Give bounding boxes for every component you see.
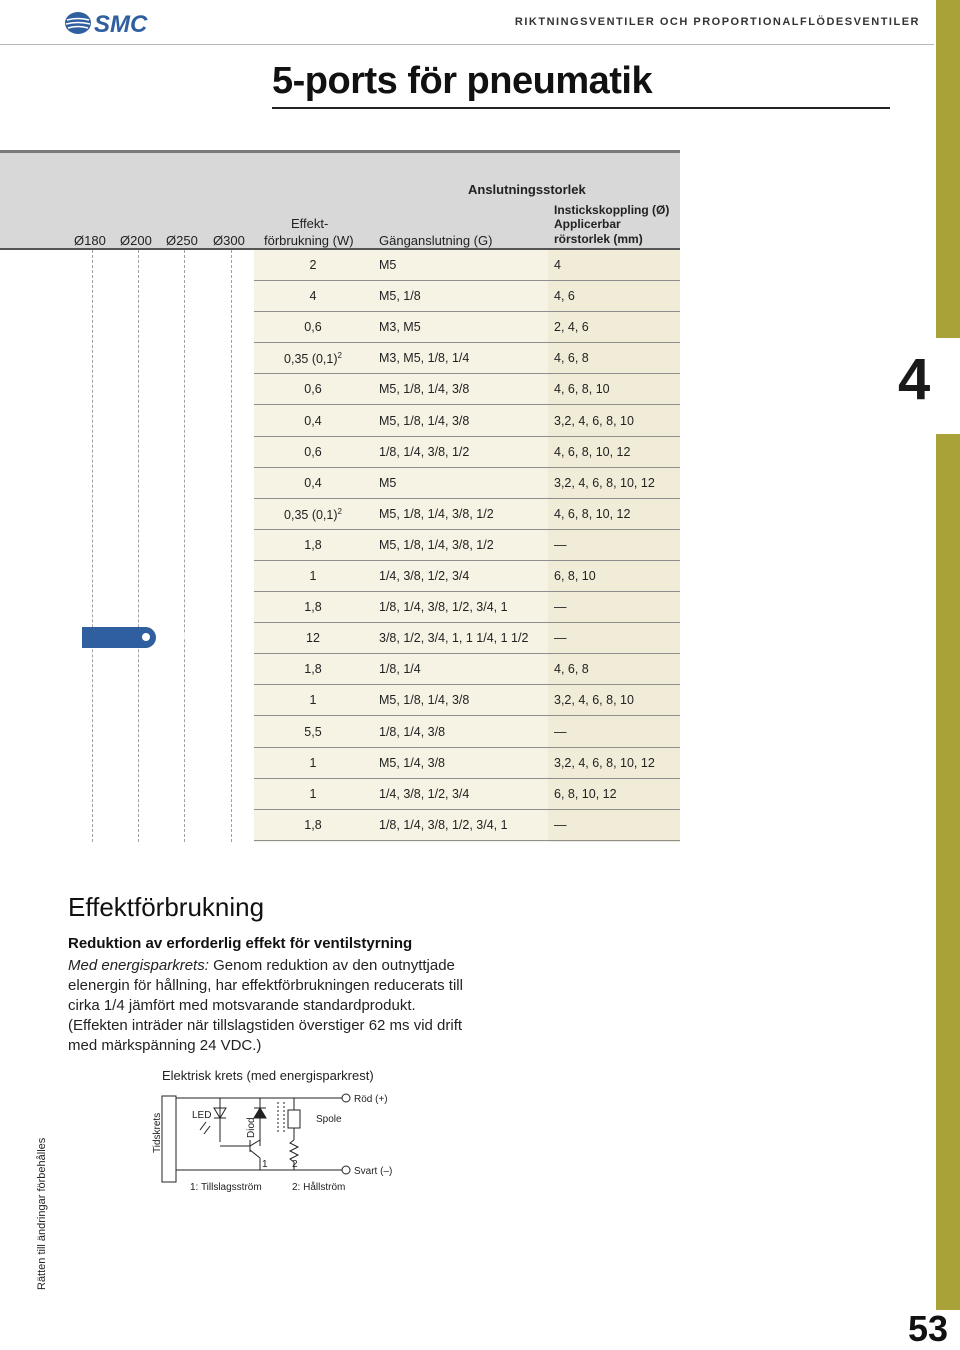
black-label: Svart (–) xyxy=(354,1166,393,1177)
i1-label: 1 xyxy=(262,1159,268,1170)
thread-cell: 1/8, 1/4, 3/8, 1/2, 3/4, 1 xyxy=(379,817,508,832)
table-row xyxy=(0,561,680,592)
table-row xyxy=(0,810,680,841)
push-cell: 4 xyxy=(554,258,561,272)
circuit-title: Elektrisk krets (med energisparkrest) xyxy=(162,1068,374,1083)
table-row xyxy=(0,468,680,499)
table-row xyxy=(0,748,680,779)
power-value: 5,5 xyxy=(304,724,322,739)
thread-cell: M5, 1/8, 1/4, 3/8 xyxy=(379,693,470,708)
push-cell: 4, 6, 8, 10, 12 xyxy=(554,506,631,521)
table-row xyxy=(0,592,680,623)
thread-cell: M5, 1/8, 1/4, 3/8 xyxy=(379,413,470,428)
thread-cell: 1/8, 1/4, 3/8 xyxy=(379,724,446,739)
header-push-line2: Applicerbar xyxy=(554,217,621,231)
power-cell xyxy=(254,787,372,801)
header-d250: Ø250 xyxy=(166,233,198,248)
table-row xyxy=(0,250,680,281)
power-value: 0,6 xyxy=(304,444,322,459)
power-cell xyxy=(254,507,372,522)
power-cell xyxy=(254,631,372,645)
power-cell xyxy=(254,569,372,583)
thread-cell: M5 xyxy=(379,258,397,272)
side-note: Rätten till ändringar förbehålles xyxy=(36,1137,48,1290)
header-d200: Ø200 xyxy=(120,233,152,248)
push-cell: 3,2, 4, 6, 8, 10, 12 xyxy=(554,475,655,490)
footnote-mark: 2 xyxy=(337,506,342,516)
thread-cell: M3, M5 xyxy=(379,320,421,335)
table-row xyxy=(0,343,680,374)
section-subtitle: Reduktion av erforderlig effekt för ventilstyrning xyxy=(68,935,413,952)
power-value: 0,4 xyxy=(304,475,322,490)
header-power-line1: Effekt- xyxy=(291,216,329,231)
thread-cell: M3, M5, 1/8, 1/4 xyxy=(379,351,470,366)
vp4070-badge[interactable] xyxy=(82,627,215,648)
push-cell: — xyxy=(554,724,567,739)
power-cell xyxy=(254,414,372,428)
power-cell xyxy=(254,693,372,707)
power-cell xyxy=(254,476,372,490)
led-label: LED xyxy=(192,1110,212,1121)
power-cell xyxy=(254,289,372,303)
legend-1: 1: Tillslagsström xyxy=(190,1182,262,1193)
push-cell: 4, 6, 8 xyxy=(554,662,589,677)
header-group: Anslutningsstorlek xyxy=(468,182,586,197)
push-cell: — xyxy=(554,537,567,552)
power-cell xyxy=(254,756,372,770)
power-value: 0,6 xyxy=(304,320,322,335)
coil-label: Spole xyxy=(316,1114,342,1125)
coil-icon xyxy=(288,1110,300,1128)
header-d180: Ø180 xyxy=(74,233,106,248)
section-lead: Med energisparkrets: xyxy=(68,957,209,974)
header-push-line1: Instickskoppling (Ø) xyxy=(554,203,670,217)
power-cell xyxy=(254,725,372,739)
push-cell: 6, 8, 10, 12 xyxy=(554,786,617,801)
header-d300: Ø300 xyxy=(213,233,245,248)
table-row xyxy=(0,499,680,530)
chapter-tab-number: 4 xyxy=(898,347,931,412)
header-rule xyxy=(0,44,934,45)
power-value: 2 xyxy=(309,258,317,272)
thread-cell: 1/8, 1/4, 3/8, 1/2 xyxy=(379,444,470,459)
thread-cell: M5, 1/8 xyxy=(379,289,421,304)
section-title: Effektförbrukning xyxy=(68,892,265,922)
badge-label: VP4070 xyxy=(168,630,215,645)
table-row xyxy=(0,312,680,343)
thread-cell: 1/8, 1/4, 3/8, 1/2, 3/4, 1 xyxy=(379,600,508,615)
push-cell: 6, 8, 10 xyxy=(554,569,596,583)
power-value: 1,8 xyxy=(304,600,322,615)
power-value: 0,4 xyxy=(304,413,322,428)
power-cell xyxy=(254,538,372,552)
power-cell xyxy=(254,662,372,676)
thread-cell: M5, 1/8, 1/4, 3/8 xyxy=(379,382,470,397)
power-value: 1 xyxy=(309,786,317,801)
power-value: 0,6 xyxy=(304,382,322,397)
thread-cell: M5 xyxy=(379,475,397,490)
thread-cell: 3/8, 1/2, 3/4, 1, 1 1/4, 1 1/2 xyxy=(379,631,529,646)
power-cell xyxy=(254,351,372,366)
push-cell: — xyxy=(554,600,567,615)
header-power-line2: förbrukning (W) xyxy=(264,233,354,248)
header-push-line3: rörstorlek (mm) xyxy=(554,232,643,246)
push-cell: — xyxy=(554,817,567,832)
legend-2: 2: Hållström xyxy=(292,1182,346,1193)
power-cell xyxy=(254,320,372,334)
push-cell: 4, 6 xyxy=(554,289,575,304)
power-cell xyxy=(254,258,372,272)
section-text: Genom reduktion av den outnyttjade elenergin för hållning, har effektförbrukningen reducerats till cirka 1/4 jämfört med motsvarande standardprodukt. (Effekten inträder när tillslagstiden överstiger 62 ms vid drift med märkspänning 24 VDC.) xyxy=(68,957,463,1054)
push-cell: 4, 6, 8 xyxy=(554,351,589,366)
power-value: 1,8 xyxy=(304,662,322,677)
table-row xyxy=(0,406,680,437)
i2-label: 2 xyxy=(292,1159,298,1170)
table-header xyxy=(0,153,680,248)
table-row xyxy=(0,281,680,312)
diode-label: Diod xyxy=(246,1117,257,1138)
table-row xyxy=(0,717,680,748)
push-cell: — xyxy=(554,631,567,646)
chapter-side-bar xyxy=(936,0,960,1310)
thread-cell: 1/8, 1/4 xyxy=(379,662,421,677)
row-rule xyxy=(254,840,680,841)
power-value: 1,8 xyxy=(304,537,322,552)
thread-cell: M5, 1/4, 3/8 xyxy=(379,755,446,770)
table-row xyxy=(0,530,680,561)
logo-text: SMC xyxy=(94,11,148,38)
terminal-red xyxy=(342,1094,350,1102)
power-value: 4 xyxy=(309,289,317,304)
timer-label: Tidskrets xyxy=(152,1112,163,1153)
power-value: 0,35 (0,1) xyxy=(284,352,338,367)
power-value: 1 xyxy=(309,755,317,770)
diode-icon xyxy=(254,1108,266,1118)
header-thread: Gänganslutning (G) xyxy=(379,233,493,248)
push-cell: 4, 6, 8, 10, 12 xyxy=(554,444,631,459)
push-cell: 4, 6, 8, 10 xyxy=(554,382,610,397)
circuit-diagram xyxy=(150,1088,400,1198)
table-row xyxy=(0,779,680,810)
thread-cell: M5, 1/8, 1/4, 3/8, 1/2 xyxy=(379,537,494,552)
power-cell xyxy=(254,445,372,459)
page-title: 5-ports för pneumatik xyxy=(272,60,653,102)
footnote-mark: 2 xyxy=(337,351,342,361)
power-value: 1,8 xyxy=(304,817,322,832)
table-row xyxy=(0,654,680,685)
push-cell: 2, 4, 6 xyxy=(554,320,589,335)
thread-cell: 1/4, 3/8, 1/2, 3/4 xyxy=(379,569,470,583)
terminal-black xyxy=(342,1166,350,1174)
table-row xyxy=(0,437,680,468)
red-label: Röd (+) xyxy=(354,1094,388,1105)
smc-logo xyxy=(64,8,154,38)
badge-dot-icon xyxy=(142,633,150,641)
section-body xyxy=(68,956,478,1056)
table-row xyxy=(0,374,680,405)
power-cell xyxy=(254,600,372,614)
push-cell: 3,2, 4, 6, 8, 10 xyxy=(554,413,634,428)
page-number: 53 xyxy=(908,1308,949,1349)
thread-cell: 1/4, 3/8, 1/2, 3/4 xyxy=(379,786,470,801)
push-cell: 3,2, 4, 6, 8, 10, 12 xyxy=(554,755,655,770)
power-cell xyxy=(254,382,372,396)
header-category: RIKTNINGSVENTILER OCH PROPORTIONALFLÖDESVENTILER xyxy=(514,16,920,28)
timer-block xyxy=(162,1096,176,1182)
power-value: 12 xyxy=(306,631,320,646)
power-cell xyxy=(254,818,372,832)
power-value: 1 xyxy=(309,569,317,583)
power-value: 0,35 (0,1) xyxy=(284,507,338,522)
power-value: 1 xyxy=(309,693,317,708)
thread-cell: M5, 1/8, 1/4, 3/8, 1/2 xyxy=(379,506,494,521)
table-row xyxy=(0,685,680,716)
push-cell: 3,2, 4, 6, 8, 10 xyxy=(554,693,634,708)
title-rule xyxy=(272,107,890,109)
